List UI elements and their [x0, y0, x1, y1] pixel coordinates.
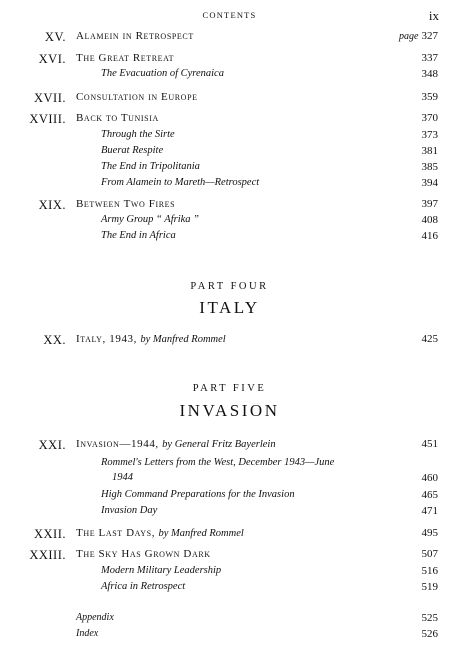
page-number: 348	[421, 68, 438, 80]
section-title: Through the Sirte	[101, 129, 175, 140]
chapter-title: Alamein in Retrospect	[76, 30, 194, 42]
toc-chapter-xx[interactable]	[0, 333, 459, 347]
running-head	[0, 10, 459, 24]
page-folio: ix	[428, 8, 439, 23]
section-title: Rommel's Letters from the West, December 1943—June	[101, 457, 335, 468]
part-label: PART FIVE	[192, 383, 267, 394]
chapter-title	[76, 527, 244, 539]
toc-section[interactable]	[0, 214, 459, 228]
toc-section[interactable]	[0, 581, 459, 595]
toc-section[interactable]	[0, 161, 459, 175]
toc-section[interactable]	[0, 489, 459, 503]
page-number: 397	[421, 198, 438, 210]
chapter-title-text: The Last Days,	[76, 527, 156, 539]
section-title: Africa in Retrospect	[101, 581, 186, 592]
toc-section[interactable]	[0, 129, 459, 143]
chapter-author: by Manfred Rommel	[158, 528, 244, 539]
chapter-number: XVII.	[33, 91, 66, 105]
toc-chapter-xvii[interactable]	[0, 91, 459, 105]
section-title: Army Group “ Afrika ”	[101, 214, 200, 225]
chapter-author: by General Fritz Bayerlein	[162, 439, 276, 450]
back-matter-title: Appendix	[76, 612, 114, 623]
toc-section[interactable]	[0, 472, 459, 486]
toc-appendix[interactable]	[0, 612, 459, 626]
chapter-title: The Great Retreat	[76, 52, 175, 64]
toc-section[interactable]	[0, 177, 459, 191]
chapter-number: XXIII.	[29, 548, 66, 562]
toc-section[interactable]	[0, 457, 459, 471]
chapter-title	[76, 333, 226, 345]
page-number: 359	[421, 91, 438, 103]
section-title: From Alamein to Mareth—Retrospect	[101, 177, 260, 188]
page-number: 519	[421, 581, 438, 593]
section-title: The End in Tripolitania	[101, 161, 200, 172]
section-title: The End in Africa	[101, 230, 176, 241]
page-number: 451	[421, 438, 438, 450]
page-number: 507	[421, 548, 438, 560]
section-title-continued: 1944	[112, 472, 133, 483]
chapter-author: by Manfred Rommel	[140, 334, 226, 345]
page-number: 394	[421, 177, 438, 189]
page-prefix: page	[399, 31, 419, 42]
chapter-title: Between Two Fires	[76, 198, 176, 210]
chapter-number: XVI.	[38, 52, 66, 66]
chapter-number: XIX.	[38, 198, 66, 212]
chapter-number: XX.	[43, 333, 66, 347]
chapter-number: XVIII.	[29, 112, 66, 126]
page-number: 526	[421, 628, 438, 640]
page-number: 337	[421, 52, 438, 64]
toc-chapter-xvi[interactable]	[0, 52, 459, 66]
page-value: 327	[421, 30, 438, 42]
page-number: 525	[421, 612, 438, 624]
toc-chapter-xxi[interactable]	[0, 438, 459, 452]
chapter-title: The Sky Has Grown Dark	[76, 548, 211, 560]
toc-section[interactable]	[0, 145, 459, 159]
chapter-title: Consultation in Europe	[76, 91, 198, 103]
page-number: 460	[421, 472, 438, 484]
toc-chapter-xxiii[interactable]	[0, 548, 459, 562]
section-title: High Command Preparations for the Invasion	[101, 489, 295, 500]
chapter-number: XXII.	[33, 527, 66, 541]
page-number: 385	[421, 161, 438, 173]
page-number: 495	[421, 527, 438, 539]
toc-section[interactable]	[0, 68, 459, 82]
page-number: 373	[421, 129, 438, 141]
toc-section[interactable]	[0, 230, 459, 244]
chapter-title-text: Italy, 1943,	[76, 333, 137, 345]
chapter-number: XXI.	[38, 438, 66, 452]
chapter-title: Back to Tunisia	[76, 112, 159, 124]
toc-index[interactable]	[0, 628, 459, 642]
page-number	[399, 30, 438, 42]
page-number: 408	[421, 214, 438, 226]
chapter-number: XV.	[44, 30, 66, 44]
toc-section[interactable]	[0, 505, 459, 519]
chapter-title	[76, 438, 276, 450]
running-head-label: CONTENTS	[202, 10, 257, 20]
toc-chapter-xix[interactable]	[0, 198, 459, 212]
part-title: INVASION	[179, 401, 280, 420]
page-number: 370	[421, 112, 438, 124]
part-label: PART FOUR	[190, 281, 269, 292]
page-number: 516	[421, 565, 438, 577]
section-title: Invasion Day	[101, 505, 158, 516]
back-matter-title: Index	[76, 628, 99, 639]
toc-chapter-xxii[interactable]	[0, 527, 459, 541]
section-title: The Evacuation of Cyrenaica	[101, 68, 224, 79]
page-number: 465	[421, 489, 438, 501]
part-title: ITALY	[199, 298, 260, 317]
toc-section[interactable]	[0, 565, 459, 579]
page-number: 471	[421, 505, 438, 517]
section-title: Buerat Respite	[101, 145, 164, 156]
page-number: 425	[421, 333, 438, 345]
toc-chapter-xv[interactable]	[0, 30, 459, 44]
page-number: 416	[421, 230, 438, 242]
page-number: 381	[421, 145, 438, 157]
section-title: Modern Military Leadership	[101, 565, 222, 576]
toc-chapter-xviii[interactable]	[0, 112, 459, 126]
chapter-title-text: Invasion—1944,	[76, 438, 159, 450]
